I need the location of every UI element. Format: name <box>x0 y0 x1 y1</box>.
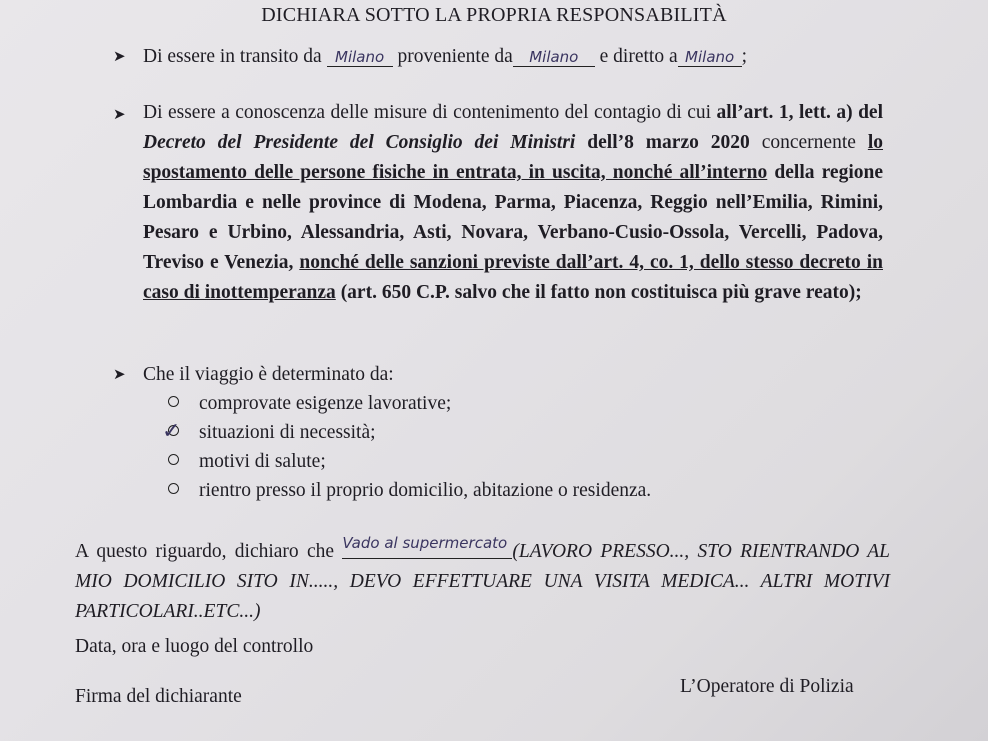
knowledge-text-2: del <box>852 102 883 123</box>
option-label: comprovate esigenze lavorative; <box>199 393 452 414</box>
transit-from-field[interactable]: Milano <box>513 48 595 67</box>
arrow-bullet-icon: ➤ <box>113 367 126 383</box>
transit-prefix: Di essere in transito da <box>143 46 322 67</box>
trip-intro: Che il viaggio è determinato da: <box>143 364 394 385</box>
option-health[interactable] <box>168 451 326 473</box>
declaration-examples: (LAVORO PRESSO..., STO RIENTRANDO AL MIO DOMICILIO SITO IN....., DEVO EFFETTUARE UNA VISITA MEDICA... ALTRI MOTIVI PARTICOLARI..ETC...) <box>75 541 890 622</box>
knowledge-regions: della regione Lombardia e nelle province di Modena, Parma, Piacenza, Reggio nell’Emilia, Rimini, Pesaro e Urbino, Alessandria, Asti, Novara, Verbano-Cusio-Ossola, Vercelli, Padova, Treviso e Venezia, <box>143 162 883 273</box>
circle-option-icon[interactable] <box>168 454 179 465</box>
knowledge-bullet <box>113 104 143 126</box>
knowledge-text-1: Di essere a conoscenza delle misure di contenimento del contagio di cui <box>143 102 717 123</box>
knowledge-decree: Decreto del Presidente del Consiglio dei Ministri <box>143 132 576 153</box>
knowledge-text-3: concernente <box>749 132 868 153</box>
arrow-bullet-icon: ➤ <box>113 49 126 65</box>
transit-end: ; <box>741 46 748 67</box>
hand-check-icon: ✓ <box>162 419 181 444</box>
transit-line <box>113 46 747 68</box>
declaration-handwritten-field[interactable]: Vado al supermercato <box>342 528 512 559</box>
circle-option-icon[interactable] <box>168 483 179 494</box>
option-label: motivi di salute; <box>199 451 326 472</box>
option-work[interactable] <box>168 393 451 415</box>
option-label: situazioni di necessità; <box>199 422 376 443</box>
form-title: DICHIARA SOTTO LA PROPRIA RESPONSABILITÀ <box>261 4 727 26</box>
declaration-paragraph <box>75 528 890 627</box>
transit-origin-field[interactable]: Milano <box>327 48 393 67</box>
signature-label: Firma del dichiarante <box>75 686 242 707</box>
option-necessity[interactable] <box>162 419 376 444</box>
trip-intro-line <box>113 364 394 386</box>
option-label: rientro presso il proprio domicilio, abitazione o residenza. <box>199 480 652 501</box>
transit-to-label: e diretto a <box>599 46 678 67</box>
date-time-place-label: Data, ora e luogo del controllo <box>75 636 314 657</box>
transit-from-label: proveniente da <box>397 46 513 67</box>
knowledge-art-ref: all’art. 1, lett. a) <box>716 102 853 123</box>
knowledge-movement: lo spostamento delle persone fisiche in entrata, in uscita, nonché all’interno <box>143 132 884 183</box>
knowledge-paragraph <box>143 98 883 308</box>
knowledge-sanctions: nonché delle sanzioni previste dall’art. 4, co. 1, dello stesso decreto in caso di inottemperanza <box>143 252 883 303</box>
officer-label: L’Operatore di Polizia <box>680 676 854 697</box>
circle-option-icon[interactable] <box>168 396 179 407</box>
declaration-lead: A questo riguardo, dichiaro che <box>75 541 335 562</box>
option-return-home[interactable] <box>168 480 651 502</box>
arrow-bullet-icon: ➤ <box>113 107 126 123</box>
knowledge-penal-code: (art. 650 C.P. salvo che il fatto non costituisca più grave reato); <box>335 282 862 303</box>
knowledge-date: dell’8 marzo 2020 <box>575 132 750 153</box>
transit-to-field[interactable]: Milano <box>678 48 742 67</box>
